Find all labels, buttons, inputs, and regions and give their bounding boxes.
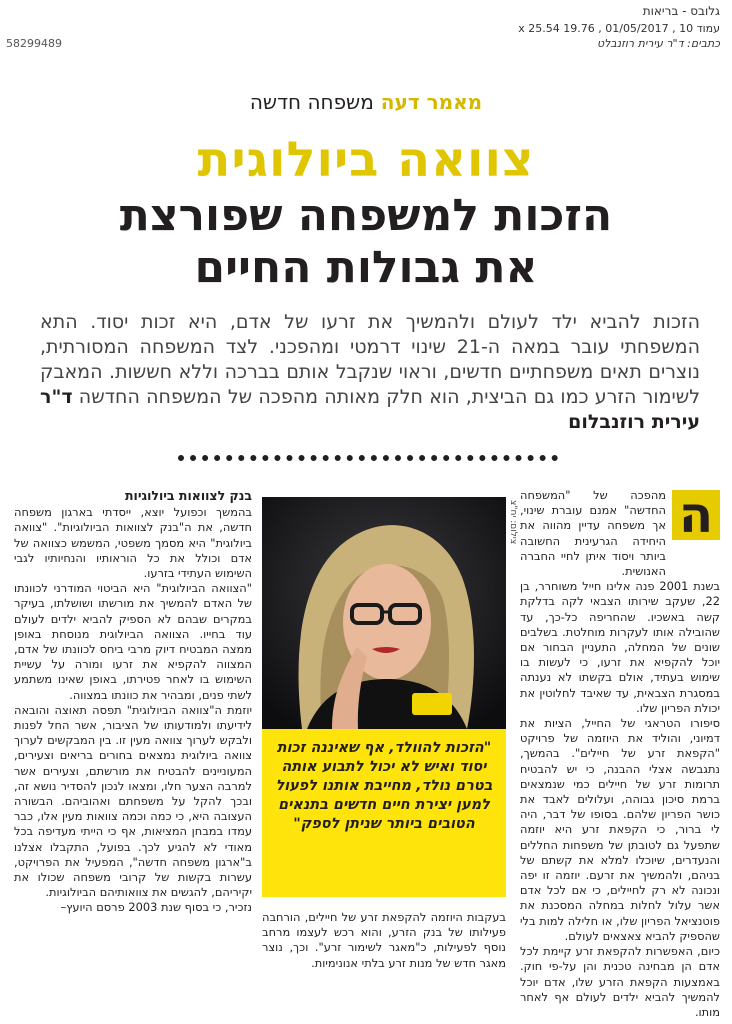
portrait-illustration xyxy=(262,497,506,729)
photo-credit: צילום: יח"צ xyxy=(508,500,518,545)
pull-quote: "הזכות להוולד, אף שאיננה זכות יסוד ואיש לא יכול לתבוע אותה בטרם נולד, מחייבת אותנו לפעול למען יצירת חיים חדשים בתנאים הטובים ביותר שניתן לספק" xyxy=(275,740,493,832)
lead-paragraph xyxy=(40,310,700,435)
kicker-label: מאמר דעה xyxy=(380,90,483,114)
right-column-paragraph: כיום, האפשרות להקפאת זרע קיימת לכל אדם הן מבחינה טכנית והן על-פי חוק. באמצעות הקפאת הזרע שלו, אדם יוכל להמשיך להביא ילדים לעולם אף לאחר מותו. xyxy=(520,944,720,1019)
right-column-paragraph: סיפורו הטראגי של החייל, הציות את דמיוני, והוליד את היוזמה של פרויקט "הקפאת זרע של חיילים". בהמשך, נתגבשה אצלי ההבנה, כי יש להבטיח תרומות זרע של חיילים כמי שנמצאים ברמת סיכון גבוהה, ועלולים לאבד את כושר הפריון שלהם. בסופו של דבר, היה לי ברור, כי הקפאת זרע היא יוזמה שתפעל גם לטובתן של משפחות החללים והנעדרים, שיוכלו למלא את קשתם של בניהם, ולהמשיך את זרעם. יוזמה זו יפה ונכונה לא רק לחיילים, כי אם לכל אדם אשר עלול לחלות במחלה המסכנת את פוטנציאל הפריון שלו, או חלילה למות בלי שהספיק להביא צאצאים לעולם. xyxy=(520,716,720,943)
kicker-topic: משפחה חדשה xyxy=(249,90,374,114)
headline-sub-line2: את גבולות החיים xyxy=(194,242,538,293)
left-column xyxy=(14,488,252,916)
dropcap: ה xyxy=(672,490,720,540)
section-divider xyxy=(178,455,558,461)
middle-column xyxy=(262,910,506,971)
clip-id: 58299489 xyxy=(6,37,62,50)
clip-author: כתבים: ד"ר עירית רוזנבלט xyxy=(596,37,720,50)
byline: ד"ר עירית רוזנבלום xyxy=(40,386,700,433)
headline-main: צוואה ביולוגית xyxy=(197,132,535,188)
clip-meta: עמוד 10 , 01/05/2017 , 19.76 x 25.54 xyxy=(518,22,720,35)
left-column-paragraph: יוזמת ה"צוואה הביולוגית" תפסה תאוצה והובאה לידיעתו ולמודעותו של הציבור, אשר החל לפנות ולבקש לערוך צוואה מעין זו. בין המבקשים לערוך צוואה ביולוגית נמצאים בחורים בריאים וצעירים, המעוניינים להבטיח את מורשתם, וצעירים אשר למרבה הצער חלו, ומצאו לנכון להסדיר נושא זה, ובכך להקל על משפחתם ואהוביהם. הבשורה העצובה היא, כי כמה וכמה צוואות מעין אלו, כבר עמדו במבחן המציאות, אף כי הייתי מעדיפה בכל מאודי לא להגיע לכך. בפועל, התקבלו אצלנו ב"ארגון משפחה חדשה", המפעיל את הפרויקט, עשרות בקשות של קרובי משפחה שכולו את יקיריהם, להגשים את צוואותיהם הביולוגיות. xyxy=(14,702,252,900)
headline-sub xyxy=(0,190,732,294)
headline-sub-line1: הזכות למשפחה שפורצת xyxy=(119,190,613,241)
right-column-paragraph: בשנת 2001 פנה אלינו חייל משוחרר, בן 22, שעקב שירותו הצבאי לקה בדלקת קשה באשכיו. שהחריפה כל-כך, עד שהובילה אותו לעקרות מוחלטת. בשלבים שונים של המחלה, התעניין הבחור אם יוכל להקפיא את זרעו, כי לעשות בו שימוש בעתיד, אולם בקשתו לא נענתה במסגרת הצבאית, עד שאיבד לחלוטין את יכולת הפריון שלו. xyxy=(520,579,720,715)
pull-quote-box xyxy=(262,729,506,897)
left-column-paragraph: בהמשך וכפועל יוצא, ייסדתי בארגון משפחה חדשה, את ה"בנק לצוואות הביולוגיות". "צוואה ביולוגית" היא מסמך משפטי, המשמש כצוואה של אדם וכולל את כל הוראותיו והנחיותיו לגבי השימוש העתידי בזרעו. xyxy=(14,505,252,581)
left-column-paragraph: נזכיר, כי בסוף שנת 2003 פרסם היועץ– xyxy=(60,900,252,915)
lead-text: הזכות להביא ילד לעולם ולהמשיך את זרעו של אדם, היא זכות יסוד. התא המשפחתי עובר במאה ה-21 שינוי דרמטי ומהפכני. לצד המשפחה המסורתית, נוצרים תאים משפחתיים חדשים, וראוי שנקבל אותם בברכה וללא חששות. המאבק לשימור הזרע כמו גם הביצית, הוא חלק מאותה מהפכה של המשפחה החדשה xyxy=(40,311,700,408)
right-column xyxy=(520,488,720,1020)
author-photo xyxy=(262,497,506,729)
kicker xyxy=(0,90,732,114)
clip-source: גלובס - בריאות xyxy=(642,4,720,18)
middle-column-text: בעקבות היוזמה להקפאת זרע של חיילים, הורחבה פעילותו של בנק הזרע, והוא רכש לעצמו מרחב נוסף לפעילות, כ"מאגר לשימור זרע". וכך, נוצר מאגר חדש של מנות זרע בלתי אנונימיות. xyxy=(262,910,506,970)
section-title: בנק לצוואות ביולוגיות xyxy=(125,488,252,503)
left-column-paragraph: "הצוואה הביולוגית" היא הביטוי המודרני לכוונתו של האדם להמשיך את מורשתו ושושלתו, בעיקר במקרים שבהם לא הספיק להביא ילדים לעולם עוד בחייו. הצוואה הביולוגית מנוסחת באופן ממצה המבטיח דיוק מרבי ביחס לכוונתו של אדם, המצווה להקפיא את זרעו ומורה על עשיית השימוש בו לאחר פטירתו, באופן שאינו משתמע לשתי פנים, ומבהיר את כוונתו במצווה. xyxy=(14,581,252,702)
right-column-intro: מהפכה של "המשפחה החדשה" אמנם עוברת שינוי, אך משפחה עדיין מהווה את היחידה הגרעינית החשובה ביותר ויסוד איתן לחיי החברה האנושית. xyxy=(520,488,666,579)
